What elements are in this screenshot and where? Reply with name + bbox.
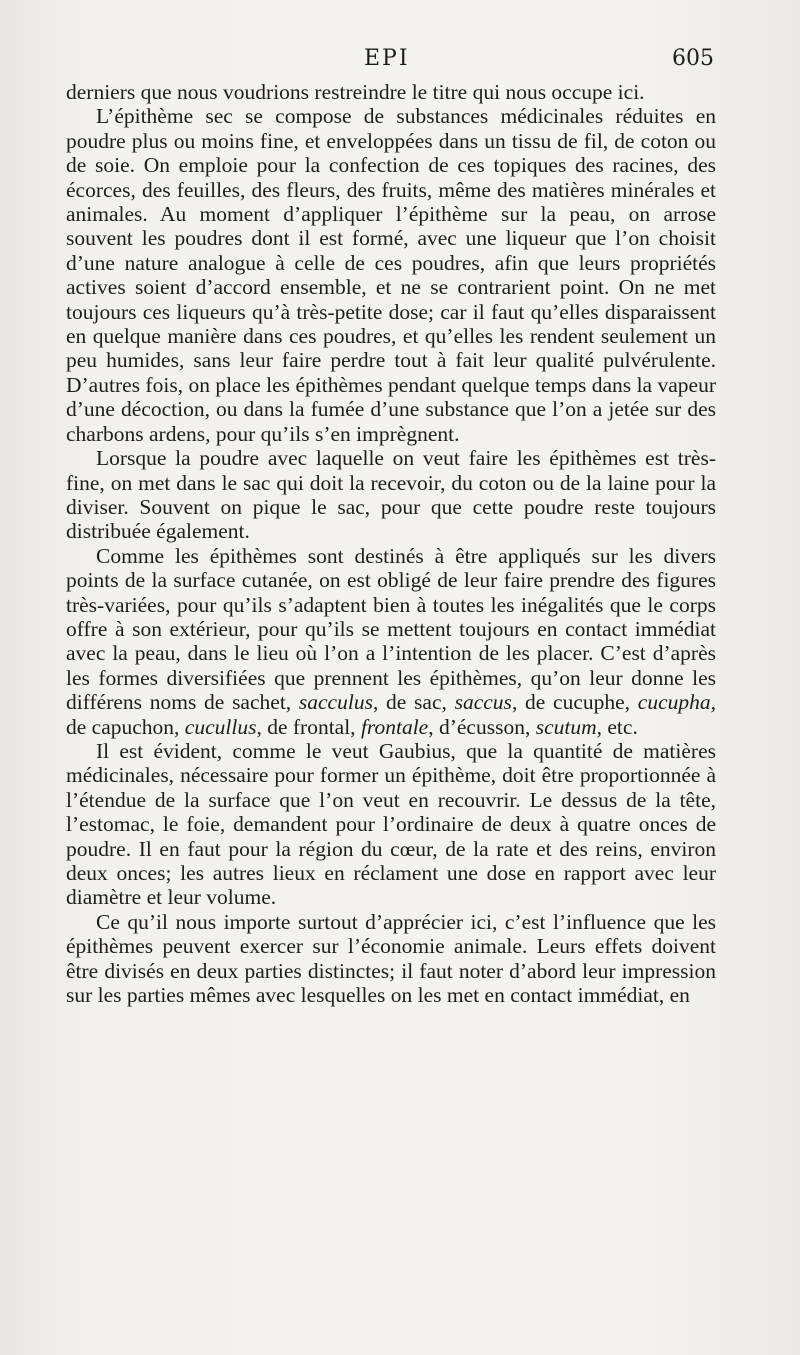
text-segment: Comme les épithèmes sont destinés à être appliqués sur les divers points de la surface cutanée, on est obligé de leur faire prendre des figures très-variées, pour qu’ils s’adaptent bien à toutes les inégalités que le corps offre à son extérieur, pour qu’ils se mettent toujours en contact immédiat avec la peau, dans le lieu où l’on a l’intention de les placer. C’est d’après les formes diversifiées que prennent les épithèmes, qu’on leur donne les différens noms de sachet, (66, 543, 716, 715)
paragraph (66, 544, 716, 739)
text-segment: , de cucuphe, (511, 690, 638, 715)
page-header (0, 46, 800, 76)
text-segment: Lorsque la poudre avec laquelle on veut faire les épithèmes est très-fine, on met dans le sac qui doit la recevoir, du coton ou de la laine pour la diviser. Souvent on pique le sac, pour que cette poudre reste toujours distribuée également. (66, 446, 716, 544)
text-segment: L’épithème sec se compose de substances médicinales réduites en poudre plus ou moins fine, et enveloppées dans un tissu de fil, de coton ou de soie. On emploie pour la confection de ces topiques des racines, des écorces, des feuilles, des fleurs, des fruits, même des matières minérales et animales. Au moment d’appliquer l’épithème sur la peau, on arrose souvent les poudres dont il est formé, avec une liqueur que l’on choisit d’une nature analogue à celle de ces poudres, afin que leurs propriétés actives soient d’accord ensemble, et ne se contrarient point. On ne met toujours ces liqueurs qu’à très-petite dose; car il faut qu’elles disparaissent en quelque manière dans ces poudres, et qu’elles les rendent seulement un peu humides, sans leur faire perdre tout à fait leur qualité pulvérulente. D’autres fois, on place les épithèmes pendant quelque temps dans la vapeur d’une décoction, ou dans la fumée d’une substance que l’on a jetée sur des charbons ardens, pour qu’ils s’en imprègnent. (66, 104, 716, 446)
page-number: 605 (672, 46, 714, 71)
text-segment: Il est évident, comme le veut Gaubius, que la quantité de matières médicinales, nécessaire pour former un épithème, doit être proportionnée à l’étendue de la surface que l’on veut en recouvrir. Le dessus de la tête, l’estomac, le foie, demandent pour l’ordinaire de deux à quatre onces de poudre. Il en faut pour la région du cœur, de la rate et des reins, environ deux onces; les autres lieux en réclament une dose en rapport avec leur diamètre et leur volume. (66, 738, 716, 910)
latin-term: cucullus (184, 714, 257, 739)
text-segment: , etc. (596, 714, 638, 739)
paragraph (66, 910, 716, 1008)
text-segment: , de frontal, (256, 714, 361, 739)
text-segment: , de sac, (372, 690, 455, 715)
paragraph (66, 446, 716, 544)
paragraph (66, 104, 716, 446)
latin-term: saccus (454, 690, 512, 715)
latin-term: scutum (535, 714, 597, 739)
paragraph (66, 80, 716, 104)
paragraph (66, 739, 716, 910)
text-segment: derniers que nous voudrions restreindre le titre qui nous occupe ici. (66, 80, 645, 104)
text-segment: Ce qu’il nous importe surtout d’apprécier ici, c’est l’influence que les épithèmes peuvent exercer sur l’économie animale. Leurs effets doivent être divisés en deux parties distinctes; il faut noter d’abord leur impression sur les parties mêmes avec lesquelles on les met en contact immédiat, en (66, 909, 716, 1008)
latin-term: cucupha, (637, 690, 716, 715)
body-text (66, 80, 716, 1007)
latin-term: frontale (360, 714, 429, 739)
latin-term: sacculus (298, 690, 373, 715)
text-segment: , d’écusson, (428, 714, 536, 739)
text-segment: de capuchon, (66, 714, 185, 739)
running-title: EPI (364, 46, 410, 71)
